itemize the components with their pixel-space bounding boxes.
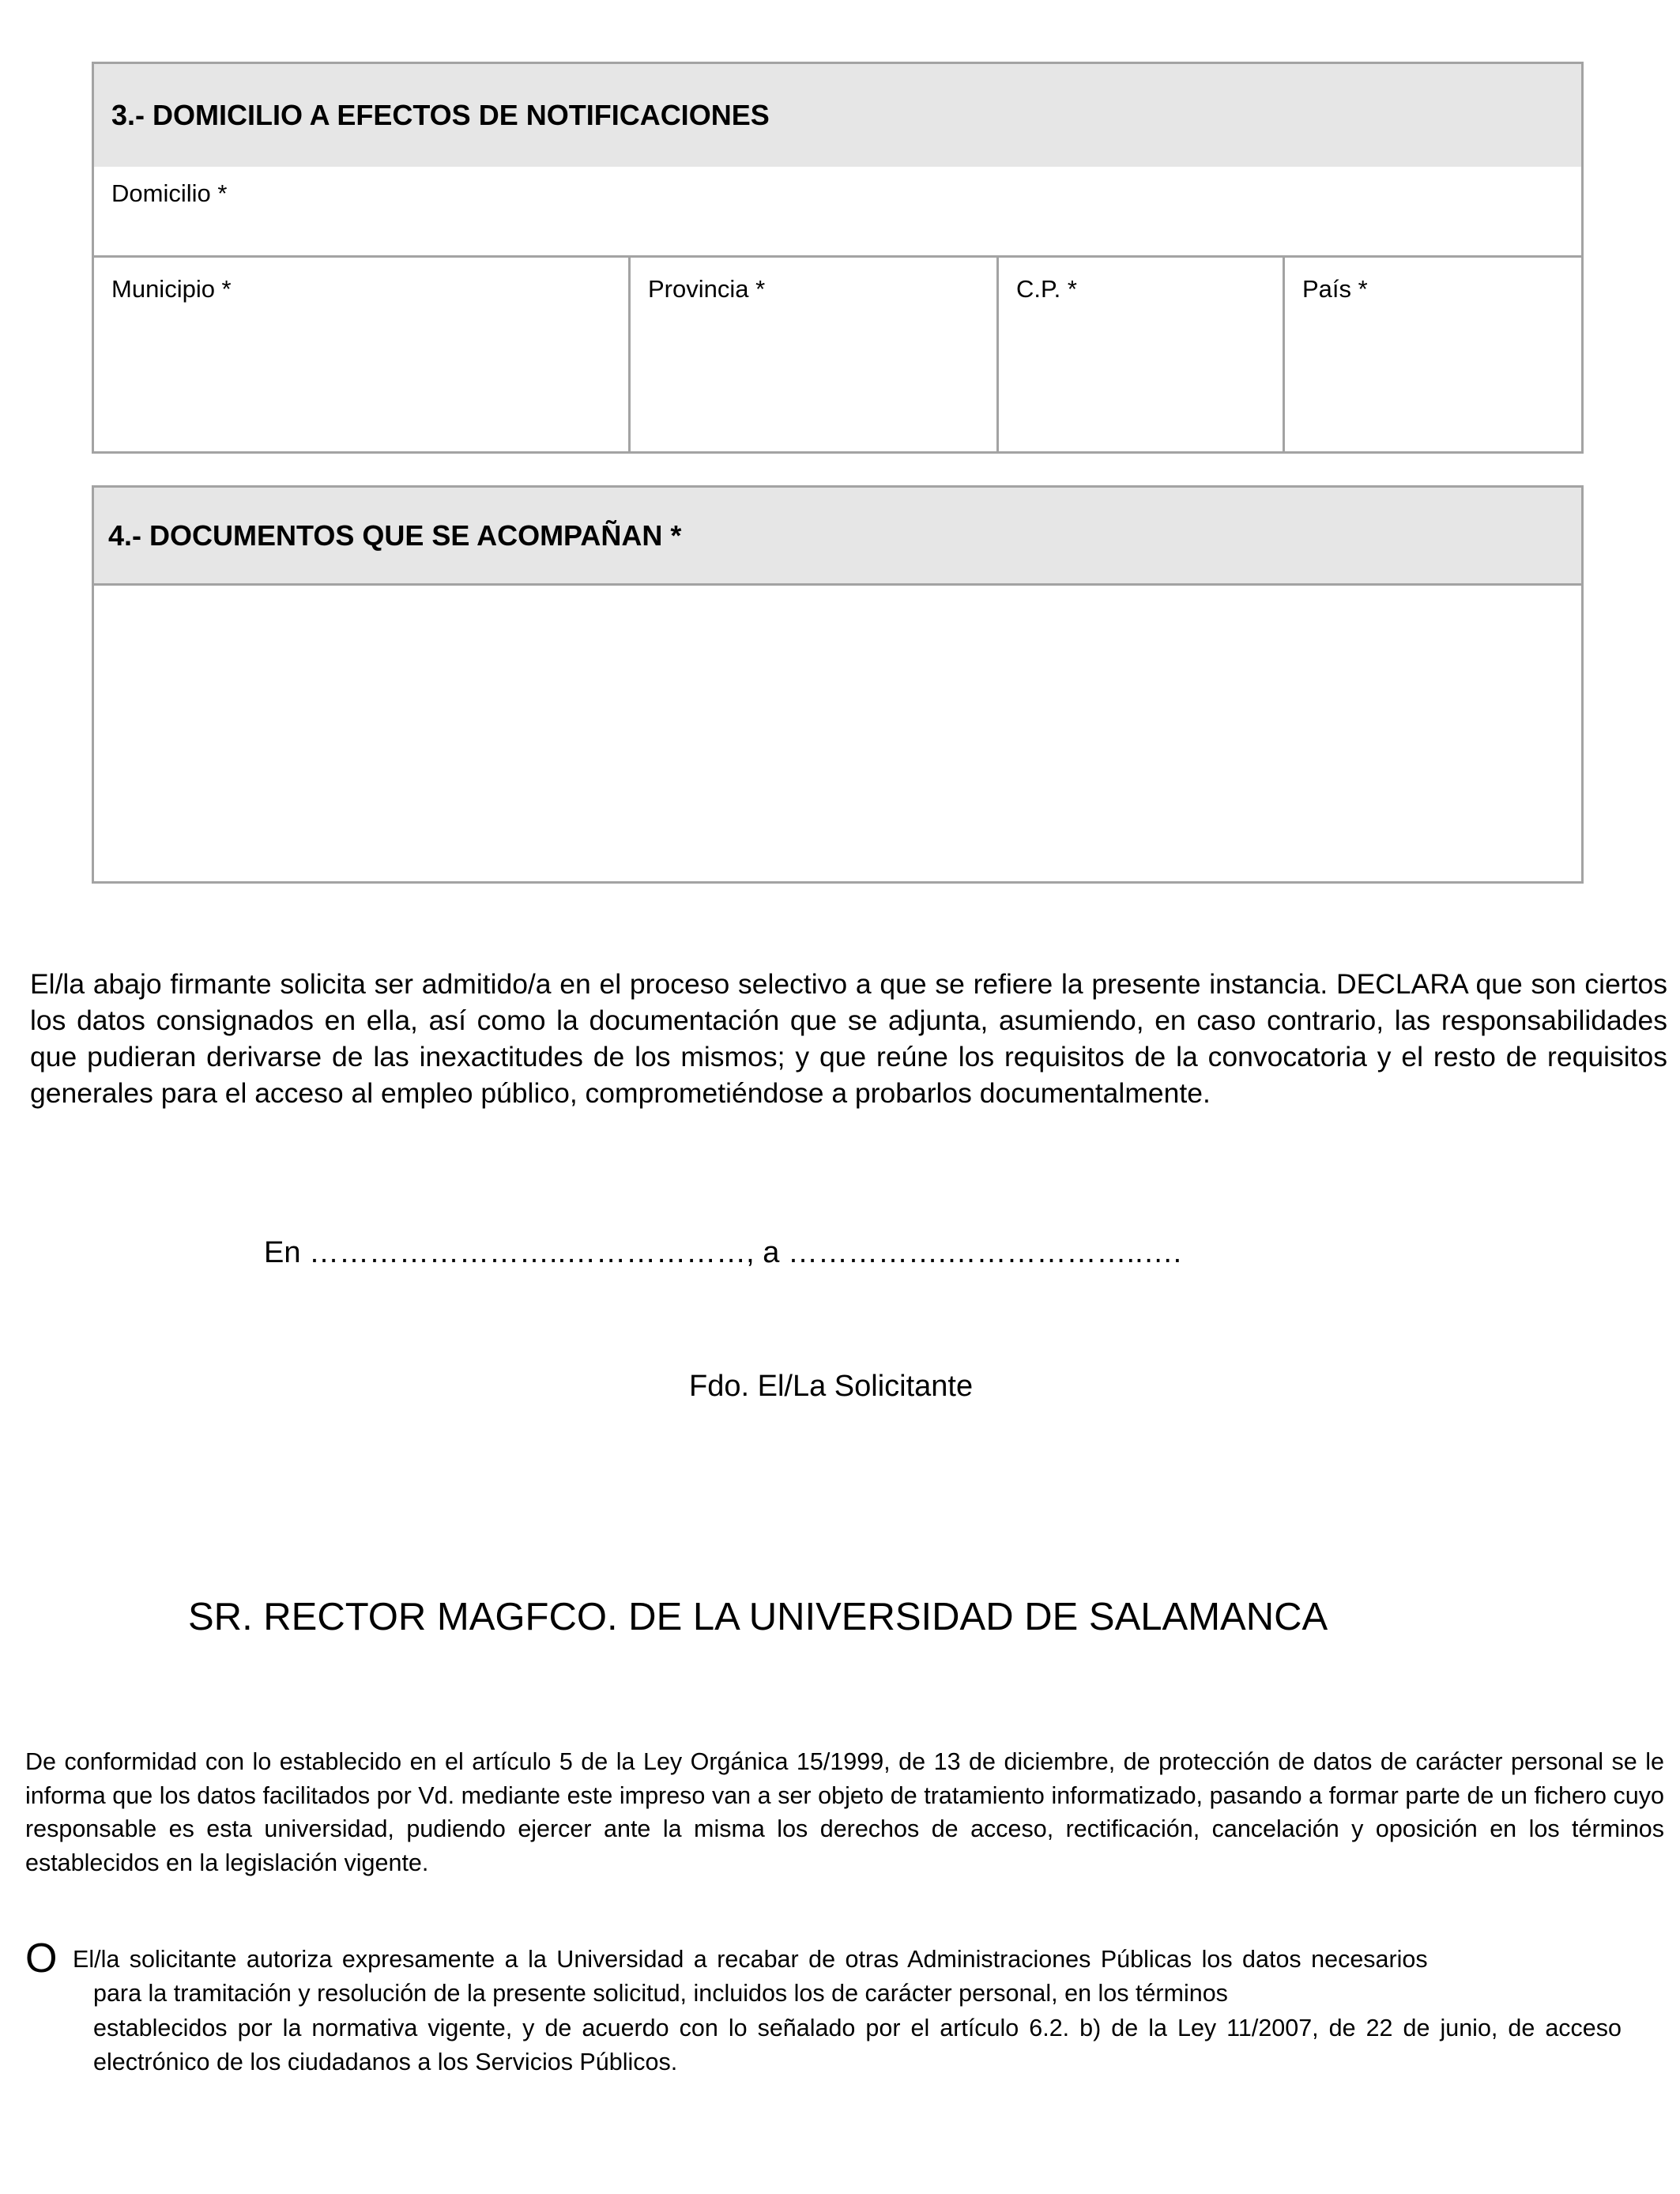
address-row xyxy=(94,258,1581,451)
domicilio-label: Domicilio * xyxy=(111,179,228,207)
cp-label: C.P. * xyxy=(1016,275,1077,303)
section-4-box xyxy=(92,485,1584,884)
documents-field[interactable] xyxy=(94,588,1581,881)
authorization-line-1: El/la solicitante autoriza expresamente a la Universidad a recabar de otras Administraciones Públicas los datos necesarios xyxy=(73,1946,1428,1973)
provincia-field[interactable] xyxy=(628,258,996,451)
provincia-label: Provincia * xyxy=(648,275,766,303)
authorization-line-3: establecidos por la normativa vigente, y de acuerdo con lo señalado por el artículo 6.2. b) de la Ley 11/2007, de 22 de junio, de acceso electrónico de los ciudadanos a los Servicios Públicos. xyxy=(93,2015,1622,2075)
addressee: SR. RECTOR MAGFCO. DE LA UNIVERSIDAD DE SALAMANCA xyxy=(188,1596,1328,1638)
pais-label: País * xyxy=(1302,275,1368,303)
domicilio-row xyxy=(94,167,1581,258)
signer-label: Fdo. El/La Solicitante xyxy=(689,1370,974,1403)
authorization-line-2: para la tramitación y resolución de la presente solicitud, incluidos los de carácter personal, en los términos xyxy=(93,1980,1228,2007)
section-4-title xyxy=(94,488,1581,586)
data-protection-notice: De conformidad con lo establecido en el artículo 5 de la Ley Orgánica 15/1999, de 13 de diciembre, de protección de datos de carácter personal se le informa que los datos facilitados por Vd. mediante este impreso van a ser objeto de tratamiento informatizado, pasando a formar parte de un fichero cuyo responsable es esta universidad, pudiendo ejercer ante la misma los derechos de acceso, rectificación, cancelación y oposición en los términos establecidos en la legislación vigente. xyxy=(25,1748,1664,1876)
section-3-title-text: 3.- DOMICILIO A EFECTOS DE NOTIFICACIONES xyxy=(111,99,770,131)
section-3-box xyxy=(92,62,1584,454)
municipio-field[interactable] xyxy=(94,258,628,451)
pais-field[interactable] xyxy=(1283,258,1581,451)
declaration-text: El/la abajo firmante solicita ser admitido/a en el proceso selectivo a que se refiere la presente instancia. DECLARA que son ciertos los datos consignados en ella, así como la documentación que se adjunta, asumiendo, en caso contrario, las responsabilidades que pudieran derivarse de las inexactitudes de los mismos; y que reúne los requisitos de la convocatoria y el resto de requisitos generales para el acceso al empleo público, comprometiéndose a probarlos documentalmente. xyxy=(30,968,1667,1109)
cp-field[interactable] xyxy=(996,258,1283,451)
domicilio-field[interactable] xyxy=(94,167,1581,255)
place-date-line[interactable]: En ……………………..………………, a …………….………………..…. xyxy=(264,1236,1182,1269)
section-3-title xyxy=(94,64,1581,167)
municipio-label: Municipio * xyxy=(111,275,232,303)
section-4-title-text: 4.- DOCUMENTOS QUE SE ACOMPAÑAN * xyxy=(108,518,682,552)
authorization-checkbox[interactable]: O xyxy=(25,1936,58,1981)
